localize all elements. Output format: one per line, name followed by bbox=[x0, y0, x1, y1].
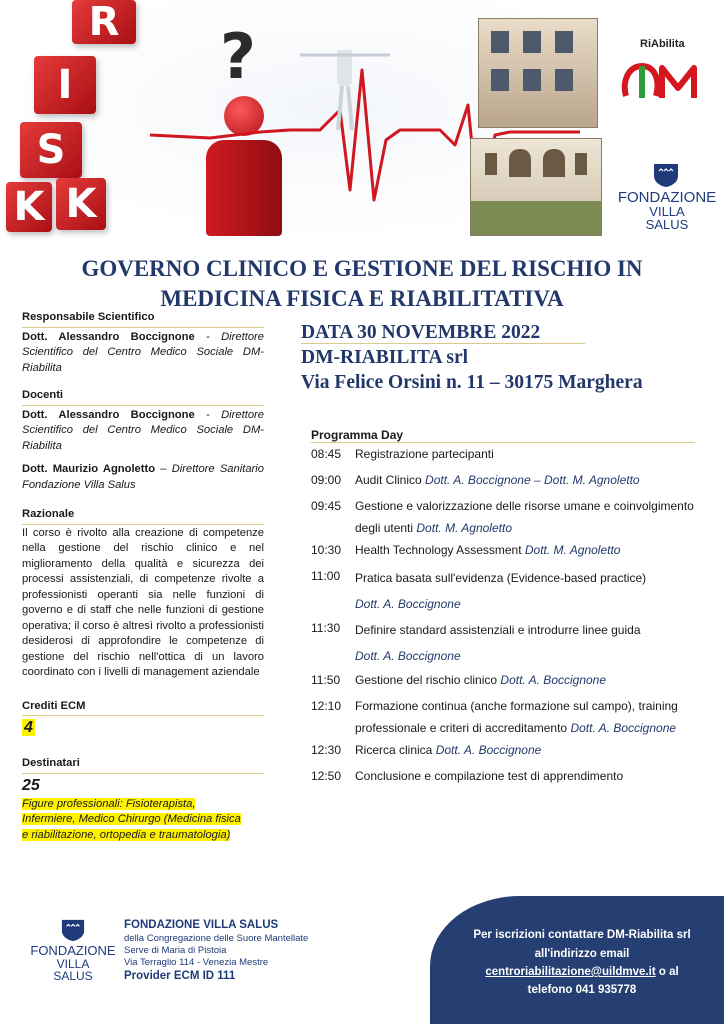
program-time: 09:00 bbox=[311, 473, 342, 487]
left-column bbox=[22, 310, 264, 843]
program-time: 11:50 bbox=[311, 673, 341, 687]
programma-heading: Programma Day bbox=[311, 428, 695, 443]
program-time: 11:00 bbox=[311, 569, 341, 583]
razionale-text: Il corso è rivolto alla creazione di competenze nella gestione del rischio clinico e nel miglioramento della qualità e sicurezza dei processi assistenziali, di competenze rivolte a professionisti operanti sia nelle funzioni di governo e di staff che nelle funzioni di gestione operativa; il corso è altresì rivolto a professionisti desiderosi di approfondire le competenze di gestione del rischio nell'ottica di un lavoro coordinato con i livelli di management aziendale bbox=[22, 526, 264, 678]
risk-cube-k2: K bbox=[56, 178, 106, 230]
docente-entry-1 bbox=[22, 408, 264, 455]
program-desc: Health Technology Assessment Dott. M. Agnoletto bbox=[355, 543, 621, 557]
program-speaker: Dott. A. Boccignone bbox=[355, 597, 461, 611]
contact-line1: Per iscrizioni contattare DM-Riabilita srl bbox=[473, 929, 691, 941]
event-date-underline bbox=[301, 343, 585, 344]
responsabile-name: Dott. Alessandro Boccignone bbox=[22, 330, 195, 343]
footer-org-line3: Via Terraglio 114 - Venezia Mestre bbox=[124, 957, 269, 968]
footer-org-name: FONDAZIONE VILLA SALUS bbox=[124, 919, 279, 931]
program-speaker: Dott. A. Boccignone bbox=[570, 721, 677, 735]
event-venue: DM-RIABILITA srl bbox=[301, 347, 469, 368]
docente-name-1: Dott. Alessandro Boccignone bbox=[22, 408, 195, 421]
villa-photo bbox=[470, 138, 602, 236]
contact-phone: telefono 041 935778 bbox=[527, 984, 637, 996]
program-speaker: Dott. A. Boccignone – Dott. M. Agnoletto bbox=[425, 473, 640, 487]
program-time: 12:50 bbox=[311, 769, 342, 783]
docente-name-2: Dott. Maurizio Agnoletto bbox=[22, 463, 156, 475]
fondazione-logo-line1: FONDAZIONE bbox=[617, 189, 717, 206]
event-date: DATA 30 NOVEMBRE 2022 bbox=[301, 322, 541, 343]
riabilita-mark-icon bbox=[620, 52, 704, 102]
main-title-line2: MEDICINA FISICA E RIABILITATIVA bbox=[160, 286, 564, 311]
fondazione-logo-line3: SALUS bbox=[645, 217, 689, 232]
crediti-value bbox=[22, 718, 264, 738]
docente-role-1: - Direttore Scientifico del Centro Medico Sociale DM-Riabilita bbox=[22, 408, 264, 452]
riabilita-logo bbox=[620, 38, 704, 102]
program-speaker: Dott. M. Agnoletto bbox=[524, 543, 621, 557]
contact-line3 bbox=[440, 966, 724, 978]
footer-logo-line1: FONDAZIONE bbox=[30, 943, 116, 958]
risk-cube-k1: K bbox=[6, 182, 52, 232]
question-mark-icon: ? bbox=[220, 20, 256, 93]
crediti-heading: Crediti ECM bbox=[22, 699, 264, 717]
program-desc: Ricerca clinica Dott. A. Boccignone bbox=[355, 743, 542, 757]
program-desc: Gestione del rischio clinico Dott. A. Boccignone bbox=[355, 673, 607, 687]
program-desc: Formazione continua (anche formazione sul campo), training professionale e criteri di accreditamento Dott. A. Boccignone bbox=[355, 699, 678, 735]
contact-email-link[interactable]: centroriabilitazione@uildmve.it bbox=[485, 966, 656, 978]
program-time: 08:45 bbox=[311, 447, 342, 461]
fondazione-logo-line2: VILLA bbox=[649, 204, 685, 219]
footer-logo bbox=[26, 918, 120, 984]
program-desc: Definire standard assistenziali e introdurre linee guida Dott. A. Boccignone bbox=[355, 623, 641, 663]
program-desc: Audit Clinico Dott. A. Boccignone – Dott. M. Agnoletto bbox=[355, 473, 640, 487]
program-desc: Conclusione e compilazione test di apprendimento bbox=[355, 769, 624, 783]
contact-line2: all'indirizzo email bbox=[534, 948, 630, 960]
footer-provider: Provider ECM ID 111 bbox=[124, 970, 236, 982]
crediti-value-text: 4 bbox=[24, 719, 33, 736]
footer-logo-line2: VILLA bbox=[56, 957, 90, 971]
razionale-heading: Razionale bbox=[22, 507, 264, 525]
footer-org-info bbox=[124, 918, 354, 984]
program-desc: Pratica basata sull'evidenza (Evidence-based practice) Dott. A. Boccignone bbox=[355, 571, 647, 611]
shield-crest-icon bbox=[652, 162, 680, 188]
responsabile-role: - Direttore Scientifico del Centro Medico Sociale DM-Riabilita bbox=[22, 330, 264, 374]
main-title-line1: GOVERNO CLINICO E GESTIONE DEL RISCHIO IN bbox=[81, 256, 643, 281]
docente-role-2: – Direttore Sanitario Fondazione Villa Salus bbox=[22, 463, 264, 491]
program-speaker: Dott. A. Boccignone bbox=[435, 743, 542, 757]
footer-logo-line3: SALUS bbox=[53, 969, 93, 983]
footer-org-line1: della Congregazione delle Suore Mantellate bbox=[124, 933, 309, 944]
program-time: 10:30 bbox=[311, 543, 342, 557]
destinatari-note bbox=[22, 797, 250, 844]
risk-cube-r: R bbox=[72, 0, 136, 44]
destinatari-heading: Destinatari bbox=[22, 756, 264, 774]
responsabile-entry bbox=[22, 330, 264, 377]
program-time: 12:30 bbox=[311, 743, 342, 757]
header-banner bbox=[0, 0, 600, 240]
responsabile-heading: Responsabile Scientifico bbox=[22, 310, 264, 328]
program-desc: Registrazione partecipanti bbox=[355, 447, 494, 461]
program-time: 09:45 bbox=[311, 499, 342, 513]
contact-email-suffix: o al bbox=[655, 966, 679, 978]
program-speaker: Dott. A. Boccignone bbox=[355, 649, 461, 663]
shield-crest-icon bbox=[60, 918, 86, 942]
program-speaker: Dott. A. Boccignone bbox=[500, 673, 607, 687]
destinatari-value: 25 bbox=[22, 776, 40, 794]
destinatari-note-text: Figure professionali: Fisioterapista, Infermiere, Medico Chirurgo (Medicina fisica e riabilitazione, ortopedia e traumatologia) bbox=[22, 797, 241, 841]
program-time: 12:10 bbox=[311, 699, 342, 713]
footer-org-line2: Serve di Maria di Pistoia bbox=[124, 945, 227, 956]
building-photo-top bbox=[478, 18, 598, 128]
riabilita-label: RiAbilita bbox=[640, 38, 685, 50]
program-time: 11:30 bbox=[311, 621, 341, 635]
program-speaker: Dott. M. Agnoletto bbox=[416, 521, 512, 535]
footer-contact-box bbox=[430, 896, 724, 1024]
risk-cube-i: I bbox=[34, 56, 96, 114]
fondazione-logo-top bbox=[614, 162, 720, 232]
docenti-heading: Docenti bbox=[22, 388, 264, 406]
risk-cube-s: S bbox=[20, 122, 82, 178]
docente-entry-2 bbox=[22, 462, 264, 493]
event-address: Via Felice Orsini n. 11 – 30175 Marghera bbox=[301, 372, 643, 393]
program-desc: Gestione e valorizzazione delle risorse umane e coinvolgimento degli utenti Dott. M. Agnoletto bbox=[355, 499, 694, 535]
